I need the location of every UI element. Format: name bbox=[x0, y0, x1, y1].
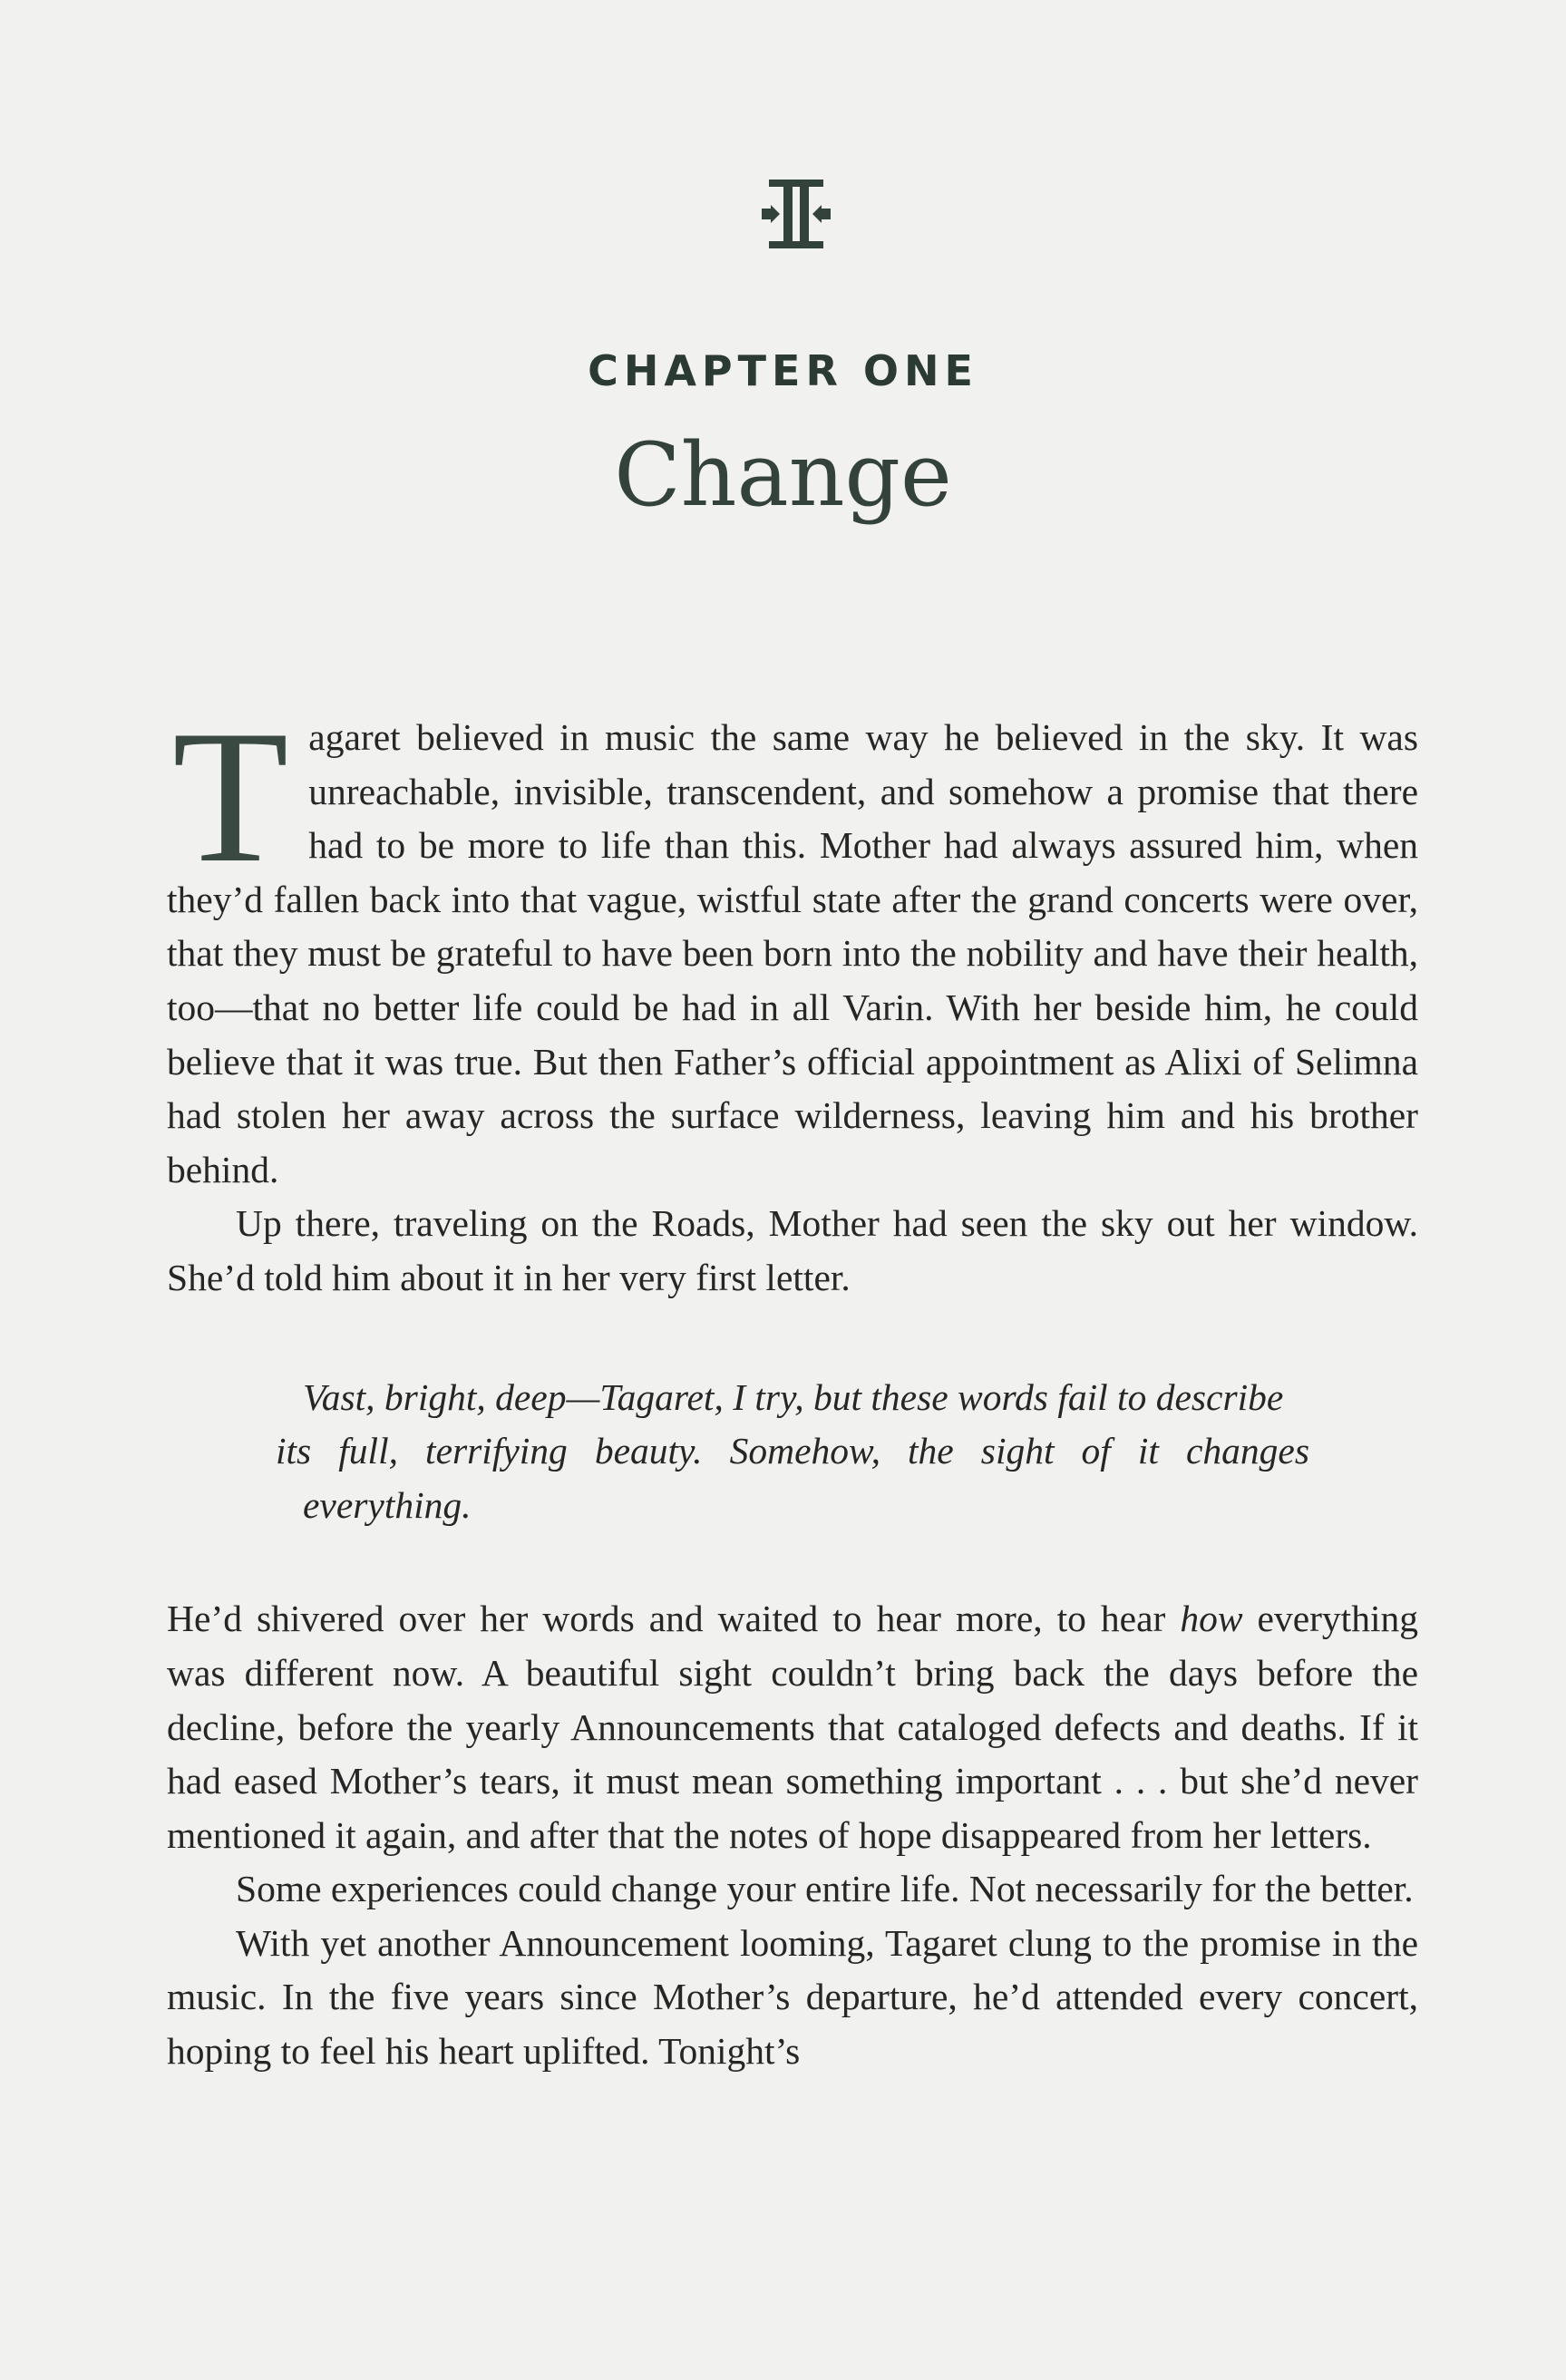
letter-quote bbox=[167, 1371, 1418, 1533]
chapter-body bbox=[167, 692, 1418, 2079]
drop-cap: T bbox=[172, 692, 289, 902]
paragraph-3 bbox=[167, 1592, 1418, 1862]
chapter-ornament-icon bbox=[760, 178, 832, 250]
chapter-title: Change bbox=[614, 424, 952, 526]
paragraph-3-emphasis: how bbox=[1180, 1598, 1243, 1640]
paragraph-4: Some experiences could change your entire life. Not necessarily for the better. bbox=[236, 1868, 1414, 1910]
quote-line-2: its full, terrifying beauty. Somehow, the sight of it changes everything. bbox=[276, 1430, 1309, 1526]
quote-line-1: Vast, bright, deep—Tagaret, I try, but these words fail to describe bbox=[303, 1375, 1284, 1418]
paragraph-5: With yet another Announcement looming, Tagaret clung to the promise in the music. In the five years since Mother’s departure, he’d attended every concert, hoping to feel his heart uplifted. Tonight’s bbox=[167, 1921, 1418, 2073]
paragraph-1-text: agaret believed in music the same way he believed in the sky. It was unreachable, invisible, transcendent, and somehow a promise that there had to be more to life than this. Mother had always assured him, when they’d fallen back into that vague, wistful state after the grand concerts were over, that they must be grateful to have been born into the nobility and have their health, too—that no better life could be had in all Varin. With her beside him, he could believe that it was true. But then Father’s official appointment as Alixi of Selimna had stolen her away across the surface wilderness, leaving him and his brother behind. bbox=[167, 716, 1418, 1190]
paragraph-3-start: He’d shivered over her words and waited to hear more, to hear bbox=[167, 1598, 1181, 1640]
paragraph-1 bbox=[167, 692, 1418, 1197]
chapter-label: CHAPTER ONE bbox=[588, 346, 978, 395]
paragraph-3-end: everything was different now. A beautiful sight couldn’t bring back the days before the decline, before the yearly Announcements that cataloged defects and deaths. If it had eased Mother’s tears, it must mean something important . . . but she’d never mentioned it again, and after that the notes of hope disappeared from her letters. bbox=[167, 1598, 1418, 1856]
paragraph-2: Up there, traveling on the Roads, Mother had seen the sky out her window. She’d told him about it in her very first letter. bbox=[167, 1202, 1418, 1298]
